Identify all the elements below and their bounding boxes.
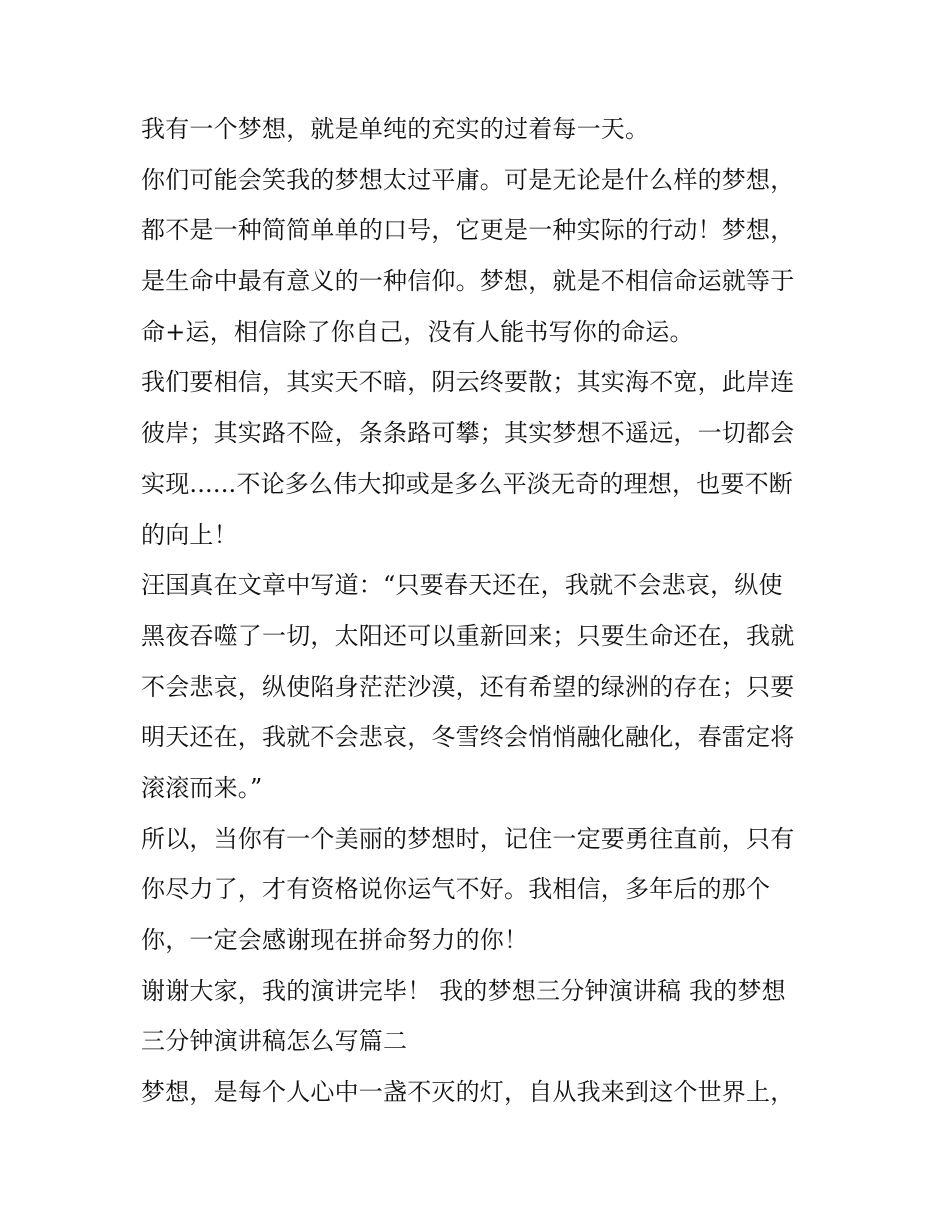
text-line: 实现......不论多么伟大抑或是多么平淡无奇的理想，也要不断 [141, 469, 793, 498]
document-body [141, 104, 821, 1118]
text-line: 滚滚而来。” [141, 773, 263, 802]
text-line: 明天还在，我就不会悲哀，冬雪终会悄悄融化融化，春雷定将 [141, 723, 795, 752]
text-line: 彼岸；其实路不险，条条路可攀；其实梦想不遥远，一切都会 [141, 419, 795, 448]
text-line: 三分钟演讲稿怎么写篇二 [141, 1027, 408, 1056]
text-line: 都不是一种简简单单的口号，它更是一种实际的行动！梦想， [141, 216, 795, 245]
text-line: 我有一个梦想，就是单纯的充实的过着每一天。 [141, 115, 650, 143]
text-line: 不会悲哀，纵使陷身茫茫沙漠，还有希望的绿洲的存在；只要 [141, 672, 795, 701]
text-line: 所以，当你有一个美丽的梦想时，记住一定要勇往直前，只有 [141, 824, 795, 853]
text-line: 黑夜吞噬了一切，太阳还可以重新回来；只要生命还在，我就 [141, 621, 795, 650]
text-line: 的向上！ [141, 520, 238, 549]
text-line: 我们要相信，其实天不暗，阴云终要散；其实海不宽，此岸连 [141, 368, 795, 397]
text-line: 你尽力了，才有资格说你运气不好。我相信，多年后的那个 [141, 875, 771, 904]
text-line: 谢谢大家，我的演讲完毕！ 我的梦想三分钟演讲稿 我的梦想 [141, 976, 786, 1005]
text-line: 梦想，是每个人心中一盏不灭的灯，自从我来到这个世界上， [141, 1078, 795, 1107]
text-line: 命+运，相信除了你自己，没有人能书写你的命运。 [141, 317, 694, 346]
text-line: 汪国真在文章中写道：“只要春天还在，我就不会悲哀，纵使 [141, 571, 783, 600]
text-line: 你，一定会感谢现在拼命努力的你！ [141, 926, 529, 954]
text-line: 你们可能会笑我的梦想太过平庸。可是无论是什么样的梦想， [141, 165, 795, 194]
text-line: 是生命中最有意义的一种信仰。梦想，就是不相信命运就等于 [141, 267, 795, 296]
